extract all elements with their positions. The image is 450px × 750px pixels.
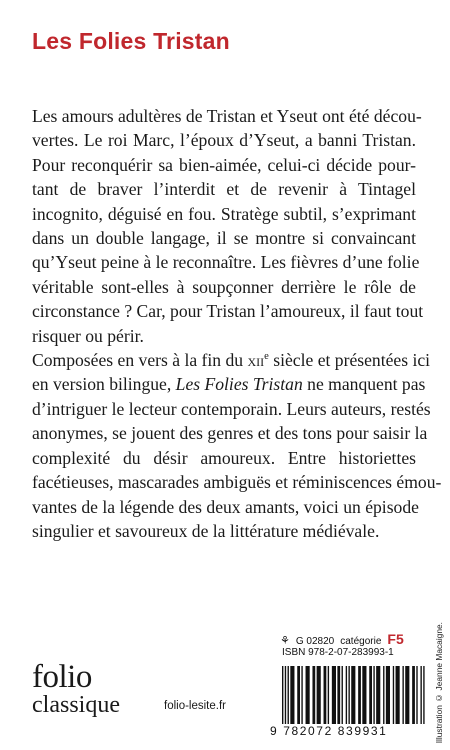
product-code: G 02820 — [295, 636, 335, 647]
barcode-bar — [348, 666, 349, 724]
barcode-bar — [373, 666, 374, 724]
barcode-bar — [288, 666, 289, 724]
paragraph-2-line: singulier et savoureux de la littérature médiévale. — [32, 520, 380, 541]
barcode-bar — [328, 666, 329, 724]
barcode-bar — [301, 666, 302, 724]
paragraph-1-line: qu’Yseut peine à le reconnaître. Les fièvres d’une folie — [32, 252, 420, 273]
barcode-bar — [376, 666, 380, 724]
barcode-bar — [402, 666, 403, 724]
paragraph-1-line: dans un double langage, il se montre si convaincant — [32, 228, 416, 249]
category-label: catégorie — [340, 636, 382, 647]
paragraph-2-text: ne manquent pas — [302, 374, 426, 395]
barcode-bar — [312, 666, 315, 724]
paragraph-1-line: circonstance ? Car, pour Tristan l’amoureux, il faut tout — [32, 301, 424, 322]
barcode-bar — [412, 666, 415, 724]
product-info — [280, 631, 404, 658]
paragraph-1-line: Les amours adultères de Tristan et Yseut ont été décou- — [32, 106, 422, 126]
paragraph-1-line: Pour reconquérir sa bien-aimée, celui-ci décide pour- — [32, 154, 416, 175]
back-cover-blurb — [32, 104, 442, 543]
barcode-bar — [420, 666, 421, 724]
century-numeral: xii — [247, 350, 265, 371]
category-value: F5 — [387, 631, 404, 647]
folio-classique-logo — [32, 659, 120, 718]
italic-book-title: Les Folies Tristan — [175, 374, 303, 395]
logo-folio-text: folio — [32, 659, 92, 695]
paragraph-1-line: tant de braver l’interdit et de revenir à Tintagel — [32, 179, 416, 200]
barcode-bar — [297, 666, 300, 724]
publisher-website: folio-lesite.fr — [164, 700, 226, 712]
paragraph-1-line: risquer ou périr. — [32, 325, 144, 346]
barcode-bar — [337, 666, 340, 724]
barcode-bar — [351, 666, 355, 724]
barcode-bar — [282, 666, 283, 724]
paragraph-1 — [32, 104, 424, 348]
paragraph-2-line: facétieuses, mascarades ambiguës et réminiscences émou- — [32, 472, 442, 493]
paragraph-2-line — [32, 348, 431, 372]
barcode-bar — [306, 666, 310, 724]
barcode — [280, 666, 428, 724]
barcode-bar — [362, 666, 366, 724]
paragraph-2-line: d’intriguer le lecteur contemporain. Leurs auteurs, restés — [32, 398, 431, 419]
barcode-bar — [405, 666, 409, 724]
barcode-digits: 9 782072 839931 — [270, 724, 388, 738]
barcode-bar — [393, 666, 394, 724]
paragraph-2-line: vantes de la légende des deux amants, voici un épisode — [32, 496, 419, 517]
paragraph-2-line: anonymes, se jouent des genres et des tons pour saisir la — [32, 423, 428, 444]
product-code-row — [280, 631, 404, 647]
book-title: Les Folies Tristan — [32, 28, 230, 54]
illustration-credit: Illustration © Jeanne Macaigne. — [434, 622, 444, 744]
publisher-mark-icon: ⚘ — [280, 635, 290, 647]
barcode-bar — [386, 666, 390, 724]
barcode-bar — [324, 666, 327, 724]
paragraph-1-line: incognito, déguisé en fou. Stratège subtil, s’exprimant — [32, 203, 416, 224]
barcode-bar — [358, 666, 361, 724]
isbn-text: ISBN 978-2-07-283993-1 — [282, 647, 394, 658]
paragraph-2 — [32, 348, 442, 543]
barcode-bar — [369, 666, 372, 724]
barcode-bar — [285, 666, 286, 724]
paragraph-2-line: complexité du désir amoureux. Entre historiettes — [32, 447, 416, 468]
barcode-bar — [290, 666, 294, 724]
paragraph-2-text: siècle et présentées ici — [268, 350, 431, 371]
barcode-bar — [332, 666, 336, 724]
barcode-bar — [383, 666, 384, 724]
paragraph-2-text: en version bilingue, — [32, 374, 176, 395]
barcode-bar — [416, 666, 417, 724]
paragraph-1-line: vertes. Le roi Marc, l’époux d’Yseut, a banni Tristan. — [32, 130, 416, 151]
century-superscript: e — [264, 351, 269, 363]
paragraph-2-line — [32, 372, 426, 396]
barcode-bar — [423, 666, 424, 724]
barcode-bar — [342, 666, 343, 724]
paragraph-2-text: Composées en vers à la fin du — [32, 350, 248, 371]
paragraph-1-line: véritable sont-elles à soupçonner derrière le rôle de — [32, 276, 416, 297]
barcode-bar — [317, 666, 321, 724]
barcode-bar — [396, 666, 400, 724]
barcode-bar — [346, 666, 347, 724]
logo-classique-text: classique — [32, 692, 120, 718]
